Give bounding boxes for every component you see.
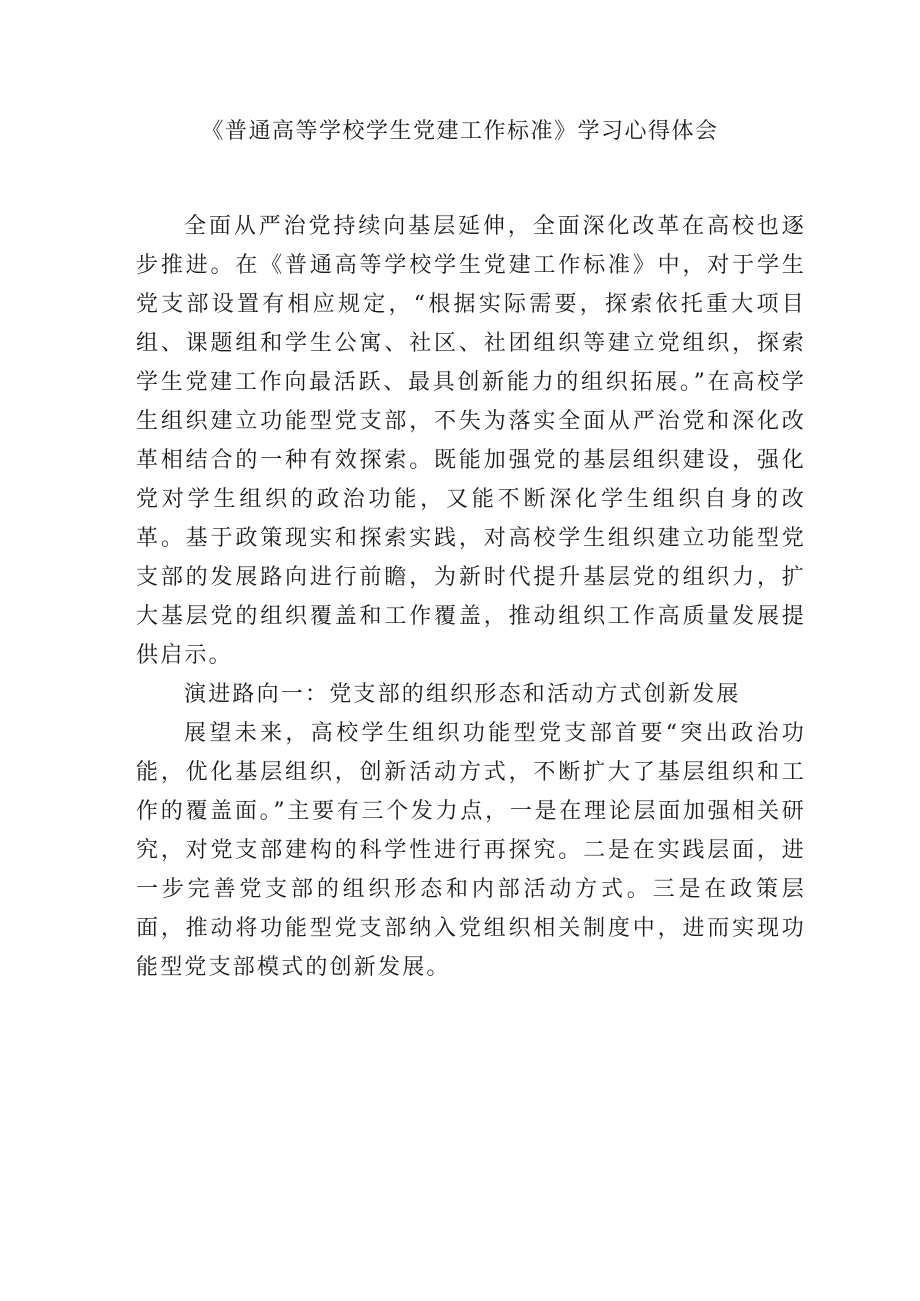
- document-body: [136, 207, 806, 987]
- paragraph-intro: 全面从严治党持续向基层延伸，全面深化改革在高校也逐步推进。在《普通高等学校学生党建工作标准》中，对于学生党支部设置有相应规定，“根据实际需要，探索依托重大项目组、课题组和学生公寓、社区、社团组织等建立党组织，探索学生党建工作向最活跃、最具创新能力的组织拓展。”在高校学生组织建立功能型党支部，不失为落实全面从严治党和深化改革相结合的一种有效探索。既能加强党的基层组织建设，强化党对学生组织的政治功能，又能不断深化学生组织自身的改革。基于政策现实和探索实践，对高校学生组织建立功能型党支部的发展路向进行前瞻，为新时代提升基层党的组织力，扩大基层党的组织覆盖和工作覆盖，推动组织工作高质量发展提供启示。: [136, 214, 806, 668]
- document-title: 《普通高等学校学生党建工作标准》学习心得体会: [201, 119, 719, 144]
- paragraph-outlook: 展望未来，高校学生组织功能型党支部首要“突出政治功能，优化基层组织，创新活动方式，不断扩大了基层组织和工作的覆盖面。”主要有三个发力点，一是在理论层面加强相关研究，对党支部建构的科学性进行再探究。二是在实践层面，进一步完善党支部的组织形态和内部活动方式。三是在政策层面，推动将功能型党支部纳入党组织相关制度中，进而实现功能型党支部模式的创新发展。: [136, 721, 806, 980]
- section-heading-1: 演进路向一：党支部的组织形态和活动方式创新发展: [184, 682, 741, 707]
